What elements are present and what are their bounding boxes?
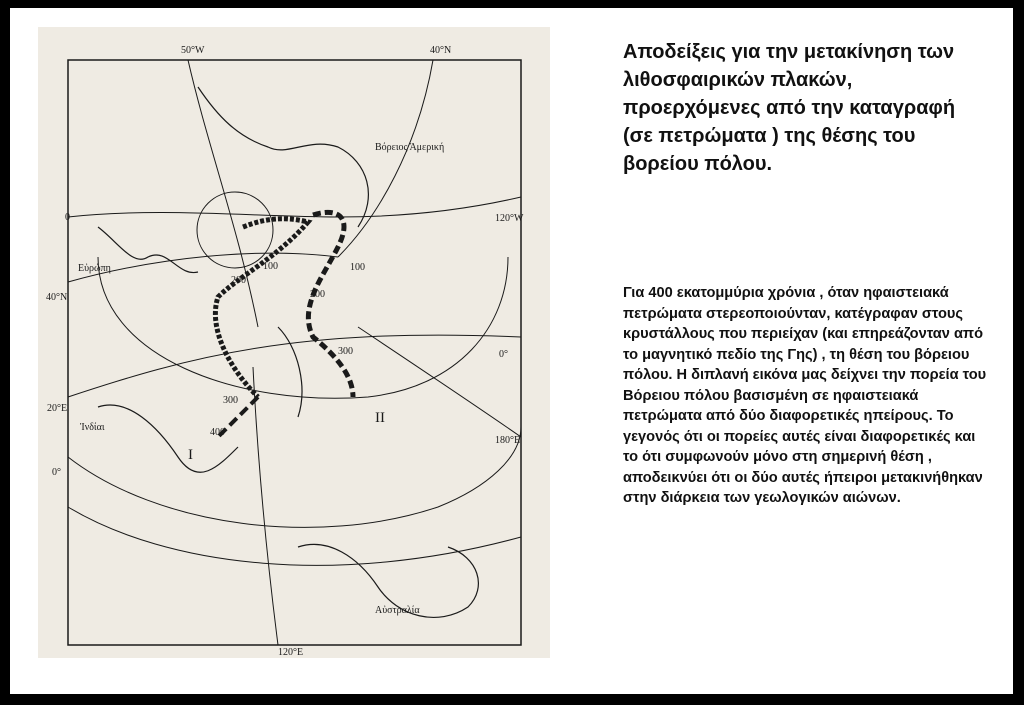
line-0-120w	[68, 197, 521, 217]
polar-path-i	[215, 219, 308, 397]
polar-wander-map	[38, 27, 550, 658]
label-age-100-left: 100	[263, 261, 278, 272]
label-lat-40n-left: 40°N	[46, 292, 68, 303]
label-north-america: Βόρειος Άμερική	[375, 142, 445, 153]
coast-north-america	[198, 87, 368, 227]
label-australia: Αὐστραλία	[375, 605, 420, 616]
meridian-120e	[253, 367, 278, 645]
coast-india	[98, 405, 238, 472]
meridian-40n	[338, 60, 433, 257]
label-path-i: I	[188, 447, 193, 463]
coast-europe	[98, 227, 198, 273]
label-path-ii: II	[375, 410, 385, 426]
label-lat-40n-top: 40°N	[430, 45, 452, 56]
label-lon-0: 0	[65, 212, 70, 223]
label-age-300-right: 300	[338, 346, 353, 357]
label-age-300-left: 300	[223, 395, 238, 406]
slide-title: Αποδείξεις για την μετακίνηση των λιθοσφαιρικών πλακών, προερχόμενες από την καταγραφή (σε πετρώματα ) της θέσης του βορείου πόλου.	[623, 41, 956, 175]
slide-body-text: Για 400 εκατομμύρια χρόνια , όταν ηφαιστειακά πετρώματα στερεοποιούνταν, κατέγραφαν στους κρυστάλλους που περιείχαν (και επηρεάζονταν από το μαγνητικό πεδίο της Γης) , τη θέση του βόρειου πόλου. Η διπλανή εικόνα μας δείχνει την πορεία του Βόρειου πόλου βασισμένη σε ηφαιστειακά πετρώματα από δύο διαφορετικές ηπείρους. Το γεγονός ότι οι πορείες αυτές είναι διαφορετικές και το ότι συμφωνούν μόνο στη σημερινή θέση , αποδεικνύει ότι οι δύο αυτές ήπειροι μετακινήθηκαν στην διάρκεια των γεωλογικών αιώνων.	[623, 285, 987, 506]
coast-asia	[278, 327, 302, 417]
label-lon-120w: 120°W	[495, 213, 524, 224]
label-lat-0-left: 0°	[52, 467, 61, 478]
slide	[10, 8, 1013, 694]
label-lon-180e: 180°E	[495, 435, 521, 446]
arc-inner	[98, 257, 508, 398]
label-age-200-right: 200	[310, 289, 325, 300]
polar-path-ii	[308, 212, 353, 397]
label-lon-120e: 120°E	[278, 647, 304, 658]
label-lat-20e: 20°E	[47, 403, 68, 414]
label-europe: Εὐρώπη	[78, 263, 111, 274]
arc-south	[68, 507, 521, 565]
label-india: Ἰνδίαι	[80, 422, 105, 433]
arc-outer	[68, 427, 521, 527]
label-age-200-left: 200	[231, 275, 246, 286]
label-age-100-right: 100	[350, 262, 365, 273]
map-drawing	[38, 27, 550, 658]
label-age-400: 400	[210, 427, 225, 438]
label-lat-0-right: 0°	[499, 349, 508, 360]
label-lon-50w: 50°W	[181, 45, 205, 56]
